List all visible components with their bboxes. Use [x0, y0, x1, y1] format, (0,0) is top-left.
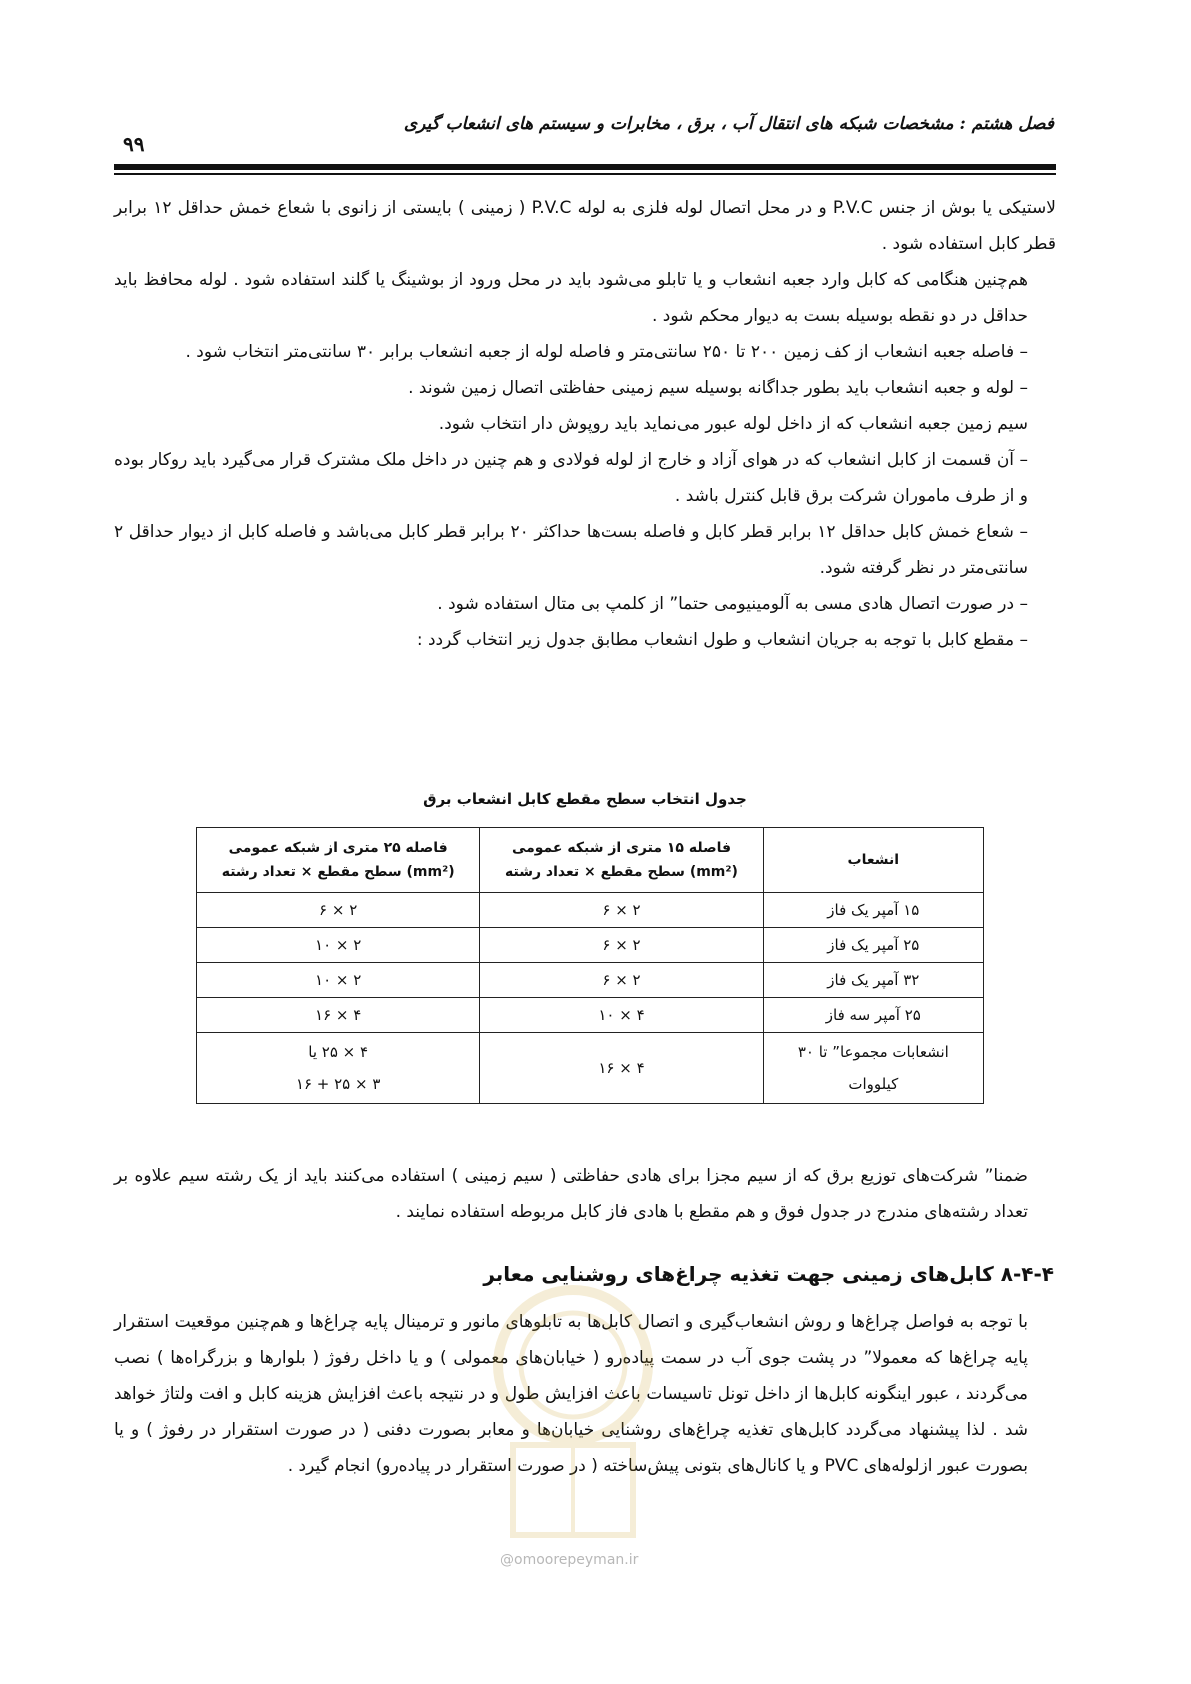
chapter-title: فصل هشتم : مشخصات شبکه های انتقال آب ، برق ، مخابرات و سیستم های انشعاب گیری: [403, 114, 1054, 134]
cell-25m: ۲ × ۱۰: [197, 928, 480, 963]
cell-15m: ۲ × ۶: [480, 963, 763, 998]
header-text: فاصله ۲۵ متری از شبکه عمومی: [228, 840, 448, 856]
watermark-site: @omoorepeyman.ir: [500, 1552, 639, 1568]
paragraph: با توجه به فواصل چراغ‌ها و روش انشعاب‌گیری و اتصال کابل‌ها به تابلوهای مانور و ترمینال پایه چراغ‌ها و هم‌چنین موقعیت استقرار پایه چراغ‌ها که معمولا” در پشت جوی آب در سمت پیاده‌رو ( خیابان‌های معمولی ) و یا داخل رفوژ ( بلوارها و بزرگراه‌ها ) نصب می‌گردند ، عبور اینگونه کابل‌ها از داخل تونل تاسیسات باعث افزایش طول و در نتیجه باعث افزایش هزینه کابل و افت ولتاژ خواهد شد . لذا پیشنهاد می‌گردد کابل‌های تغذیه چراغ‌های روشنایی خیابان‌ها و معابر بصورت دفنی ( در صورت استقرار در رفوژ ) و یا بصورت عبور ازلوله‌های PVC و یا کانال‌های بتونی پیش‌ساخته ( در صورت استقرار در پیاده‌رو) انجام گیرد .: [114, 1312, 1028, 1476]
bullet-item: – فاصله جعبه انشعاب از کف زمین ۲۰۰ تا ۲۵۰ سانتی‌متر و فاصله لوله از جعبه انشعاب برابر ۳۰ سانتی‌متر انتخاب شود .: [185, 342, 1028, 362]
bullet-item: – در صورت اتصال هادی مسی به آلومینیومی حتما” از کلمپ بی متال استفاده شود .: [437, 594, 1028, 614]
header-branch: انشعاب: [763, 828, 983, 893]
cell-15m: ۲ × ۶: [480, 893, 763, 928]
cell-text: انشعابات مجموعا” تا ۳۰: [797, 1043, 949, 1061]
table-row: [197, 998, 984, 1033]
cell-branch: [763, 1033, 983, 1104]
header-text: فاصله ۱۵ متری از شبکه عمومی: [511, 840, 732, 856]
cell-25m: ۲ × ۶: [197, 893, 480, 928]
header-unit: (mm²) سطح مقطع × تعداد رشته: [505, 864, 738, 880]
cell-text: ۴ × ۲۵ یا: [308, 1043, 369, 1061]
cell-branch: ۳۲ آمپر یک فاز: [763, 963, 983, 998]
paragraph: لاستیکی یا بوش از جنس P.V.C و در محل اتصال لوله فلزی به لوله P.V.C ( زمینی ) بایستی از زانوی با شعاع خمش حداقل ۱۲ برابر قطر کابل استفاده شود .: [114, 198, 1056, 254]
cell-15m: ۴ × ۱۰: [480, 998, 763, 1033]
header-unit: (mm²) سطح مقطع × تعداد رشته: [221, 864, 455, 880]
body-text-top: [114, 190, 1056, 658]
table-row: [197, 963, 984, 998]
table-row: [197, 928, 984, 963]
header-rule-thin: [114, 173, 1056, 175]
page-number: ۹۹: [123, 132, 145, 156]
header-distance-25m: [197, 828, 480, 893]
bullet-item: – شعاع خمش کابل حداقل ۱۲ برابر قطر کابل و فاصله بست‌ها حداکثر ۲۰ برابر قطر کابل می‌باشد و فاصله کابل از دیوار حداقل ۲ سانتی‌متر در نظر گرفته شود.: [114, 522, 1029, 578]
cable-selection-table: [196, 827, 984, 1104]
cell-branch: ۱۵ آمپر یک فاز: [763, 893, 983, 928]
cell-15m: ۴ × ۱۶: [480, 1033, 763, 1104]
table-header-row: [197, 828, 984, 893]
cell-text: ۳ × ۲۵ + ۱۶: [295, 1075, 381, 1093]
cell-branch: ۲۵ آمپر سه فاز: [763, 998, 983, 1033]
paragraph: ضمنا” شرکت‌های توزیع برق که از سیم مجزا برای هادی حفاظتی ( سیم زمینی ) استفاده می‌کنند باید از یک رشته سیم علاوه بر تعداد رشته‌های مندرج در جدول فوق و هم مقطع با هادی فاز کابل مربوطه استفاده نمایند .: [114, 1166, 1028, 1222]
bullet-item: – آن قسمت از کابل انشعاب که در هوای آزاد و خارج از لوله فولادی و هم چنین در داخل ملک مشترک قرار می‌گیرد باید روکار بوده و از طرف ماموران شرکت برق قابل کنترل باشد .: [114, 450, 1028, 506]
cell-25m: ۲ × ۱۰: [197, 963, 480, 998]
cell-15m: ۲ × ۶: [480, 928, 763, 963]
header-rule-thick: [114, 164, 1056, 170]
bullet-item: – مقطع کابل با توجه به جریان انشعاب و طول انشعاب مطابق جدول زیر انتخاب گردد :: [416, 630, 1028, 650]
table-row: [197, 1033, 984, 1104]
table-row: [197, 893, 984, 928]
watermark-logo-icon: [488, 1255, 658, 1555]
cell-text: کیلووات: [848, 1075, 899, 1093]
cell-25m: [197, 1033, 480, 1104]
header-distance-15m: [480, 828, 763, 893]
paragraph: هم‌چنین هنگامی که کابل وارد جعبه انشعاب و یا تابلو می‌شود باید در محل ورود از بوشینگ یا گلند استفاده شود . لوله محافظ باید حداقل در دو نقطه بوسیله بست به دیوار محکم شود .: [114, 270, 1028, 326]
table-caption: جدول انتخاب سطح مقطع کابل انشعاب برق: [423, 790, 747, 808]
cell-branch: ۲۵ آمپر یک فاز: [763, 928, 983, 963]
body-text-after-table: [114, 1158, 1056, 1230]
cell-25m: ۴ × ۱۶: [197, 998, 480, 1033]
paragraph: سیم زمین جعبه انشعاب که از داخل لوله عبور می‌نماید باید روپوش دار انتخاب شود.: [438, 414, 1028, 434]
bullet-item: – لوله و جعبه انشعاب باید بطور جداگانه بوسیله سیم زمینی حفاظتی اتصال زمین شوند .: [408, 378, 1028, 398]
section-heading: ۸-۴-۴ کابل‌های زمینی جهت تغذیه چراغ‌های روشنایی معابر: [483, 1262, 1054, 1286]
